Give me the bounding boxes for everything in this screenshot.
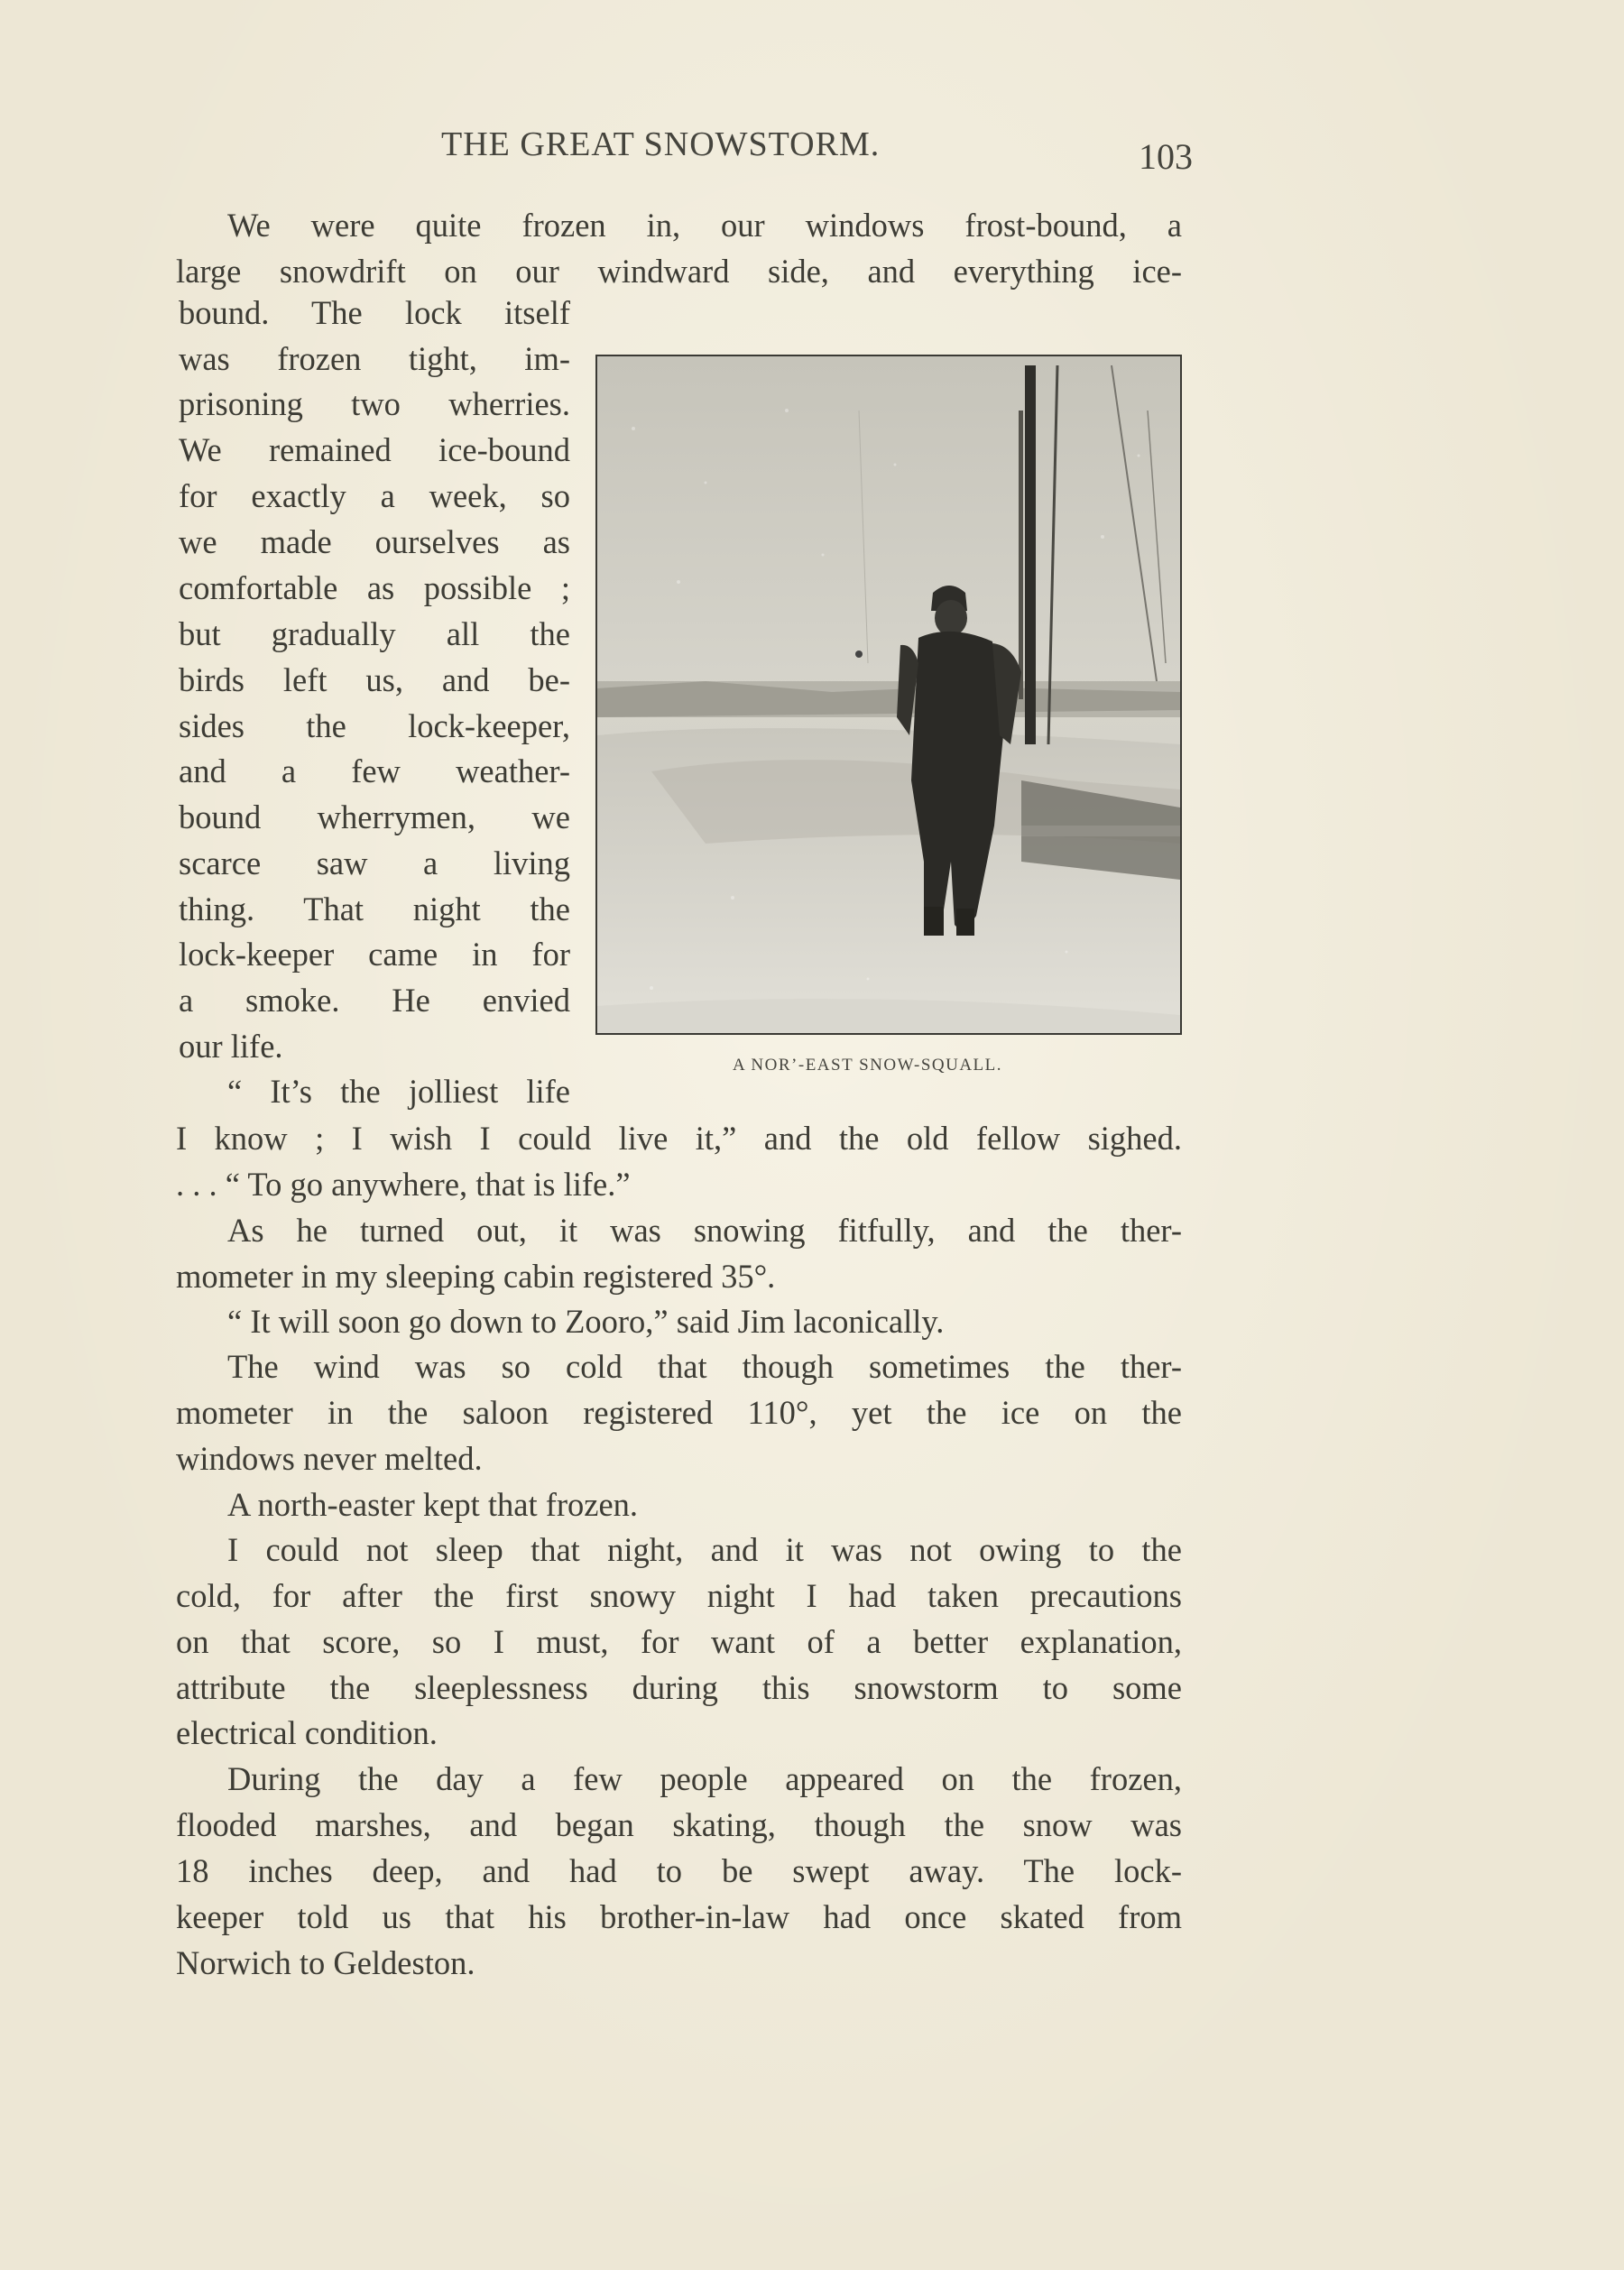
photo-illustration [597, 356, 1180, 1033]
text-line: During the day a few people appeared on the frozen, [227, 1760, 1182, 1797]
text-line: “ It will soon go down to Zooro,” said Jim laconically. [227, 1303, 945, 1340]
text-line: scarce saw a living [179, 844, 570, 881]
text-line: “ It’s the jolliest life [227, 1073, 570, 1110]
text-line: comfortable as possible ; [179, 569, 570, 606]
text-line: Norwich to Geldeston. [176, 1944, 475, 1981]
text-line: . . . “ To go anywhere, that is life.” [176, 1166, 631, 1203]
text-line: I could not sleep that night, and it was not owing to the [227, 1531, 1182, 1568]
text-line: was frozen tight, im- [179, 340, 570, 377]
snow-squall-photograph [595, 355, 1182, 1035]
text-line: a smoke. He envied [179, 982, 570, 1019]
running-head: THE GREAT SNOWSTORM. [441, 125, 881, 163]
text-line: mometer in my sleeping cabin registered 35°. [176, 1258, 776, 1295]
page-number: 103 [1139, 136, 1193, 177]
text-line: on that score, so I must, for want of a better explanation, [176, 1623, 1182, 1660]
text-line: but gradually all the [179, 615, 570, 652]
text-line: lock-keeper came in for [179, 936, 570, 973]
text-line: electrical condition. [176, 1714, 438, 1751]
text-line: for exactly a week, so [179, 477, 570, 514]
text-line: As he turned out, it was snowing fitfully, and the ther- [227, 1212, 1182, 1249]
text-line: prisoning two wherries. [179, 385, 570, 422]
text-line: windows never melted. [176, 1440, 483, 1477]
text-line: bound. The lock itself [179, 294, 570, 331]
text-line: cold, for after the first snowy night I had taken precautions [176, 1577, 1182, 1614]
text-line: 18 inches deep, and had to be swept away. The lock- [176, 1852, 1182, 1889]
text-line: We remained ice-bound [179, 431, 570, 468]
text-line: The wind was so cold that though sometimes the ther- [227, 1348, 1182, 1385]
text-line: flooded marshes, and began skating, though the snow was [176, 1806, 1182, 1843]
text-line: we made ourselves as [179, 523, 570, 560]
text-line: bound wherrymen, we [179, 798, 570, 835]
text-line: our life. [179, 1028, 283, 1065]
text-line: attribute the sleeplessness during this snowstorm to some [176, 1669, 1182, 1706]
figure-caption: A NOR’-EAST SNOW-SQUALL. [733, 1056, 1003, 1075]
text-line: sides the lock-keeper, [179, 707, 570, 744]
text-line: keeper told us that his brother-in-law had once skated from [176, 1898, 1182, 1935]
text-line: I know ; I wish I could live it,” and the old fellow sighed. [176, 1120, 1182, 1157]
text-line: We were quite frozen in, our windows frost-bound, a [227, 207, 1182, 244]
text-line: birds left us, and be- [179, 661, 570, 698]
text-line: thing. That night the [179, 890, 570, 927]
text-line: large snowdrift on our windward side, and everything ice- [176, 253, 1182, 290]
text-line: A north-easter kept that frozen. [227, 1486, 639, 1523]
text-line: mometer in the saloon registered 110°, yet the ice on the [176, 1394, 1182, 1431]
text-line: and a few weather- [179, 752, 570, 789]
